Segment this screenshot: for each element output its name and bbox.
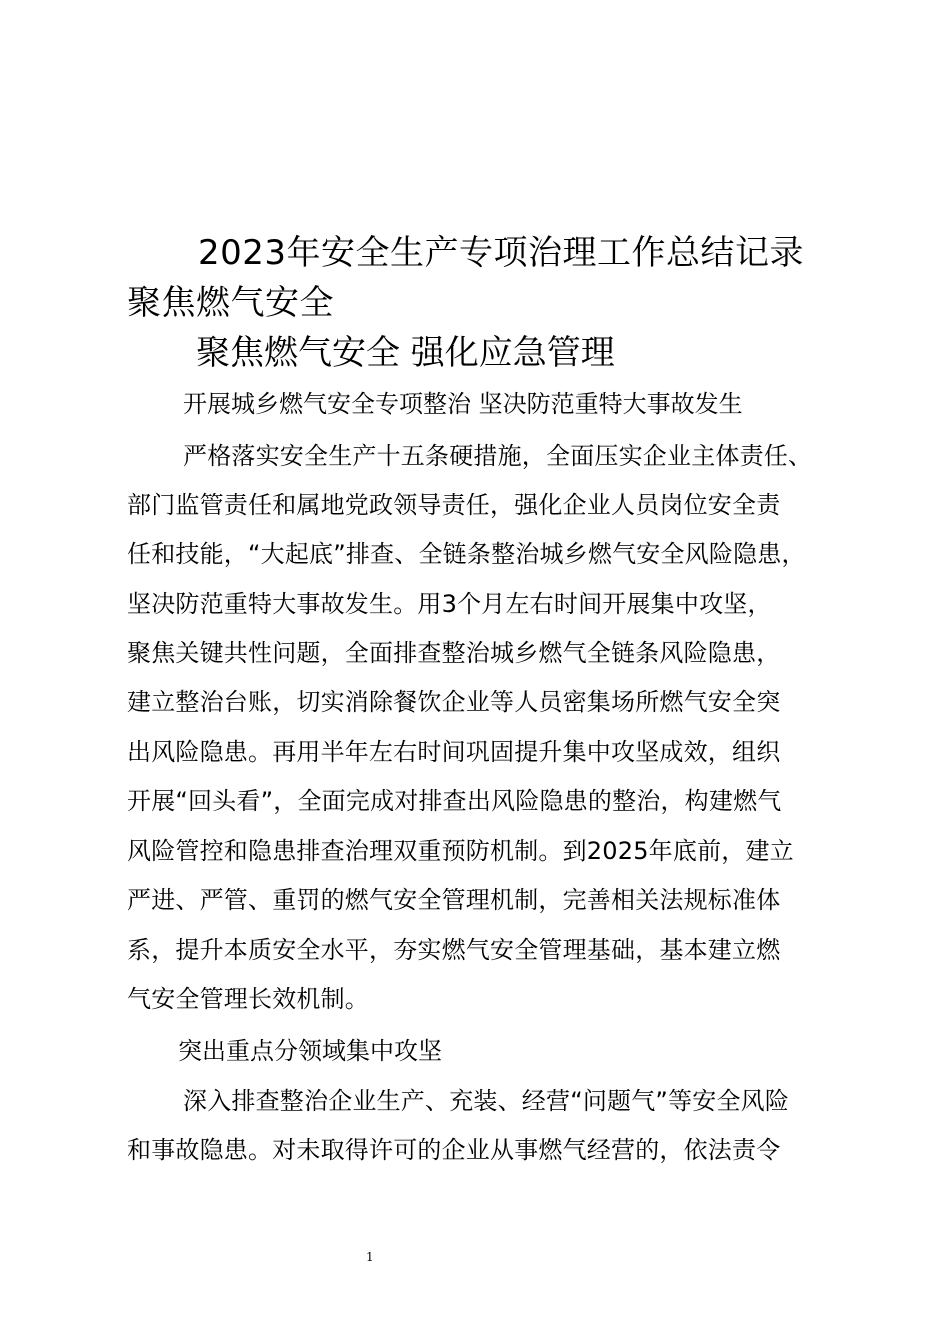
- title-line-2: 聚焦燃气安全: [127, 283, 334, 323]
- paragraph-line: 坚决防范重特大事故发生。用3个月左右时间开展集中攻坚，: [127, 590, 772, 618]
- paragraph-line: 系，提升本质安全水平，夯实燃气安全管理基础，基本建立燃: [127, 936, 781, 964]
- paragraph-line: 部门监管责任和属地党政领导责任，强化企业人员岗位安全责: [127, 491, 781, 519]
- paragraph-line: 严进、严管、重罚的燃气安全管理机制，完善相关法规标准体: [127, 886, 781, 914]
- paragraph-line: 和事故隐患。对未取得许可的企业从事燃气经营的，依法责令: [127, 1136, 781, 1164]
- paragraph-line: 建立整治台账，切实消除餐饮企业等人员密集场所燃气安全突: [127, 688, 781, 716]
- paragraph-line: 开展“回头看”，全面完成对排查出风险隐患的整治，构建燃气: [127, 787, 782, 815]
- title-line-1: 2023年安全生产专项治理工作总结记录: [198, 233, 805, 273]
- paragraph-line: 出风险隐患。再用半年左右时间巩固提升集中攻坚成效，组织: [127, 738, 781, 766]
- paragraph-line: 深入排查整治企业生产、充装、经营“问题气”等安全风险: [183, 1087, 790, 1115]
- paragraph-line: 风险管控和隐患排查治理双重预防机制。到2025年底前，建立: [127, 837, 794, 865]
- paragraph-line: 气安全管理长效机制。: [127, 985, 369, 1013]
- section-2-heading: 突出重点分领域集中攻坚: [178, 1037, 442, 1065]
- paragraph-line: 聚焦关键共性问题，全面排查整治城乡燃气全链条风险隐患，: [127, 639, 781, 667]
- subtitle: 聚焦燃气安全 强化应急管理: [196, 333, 615, 373]
- section-1-heading: 开展城乡燃气安全专项整治 坚决防范重特大事故发生: [183, 390, 743, 418]
- paragraph-line: 任和技能，“大起底”排查、全链条整治城乡燃气安全风险隐患，: [127, 540, 806, 568]
- paragraph-line: 严格落实安全生产十五条硬措施，全面压实企业主体责任、: [183, 442, 813, 470]
- page-number: 1: [366, 1250, 374, 1264]
